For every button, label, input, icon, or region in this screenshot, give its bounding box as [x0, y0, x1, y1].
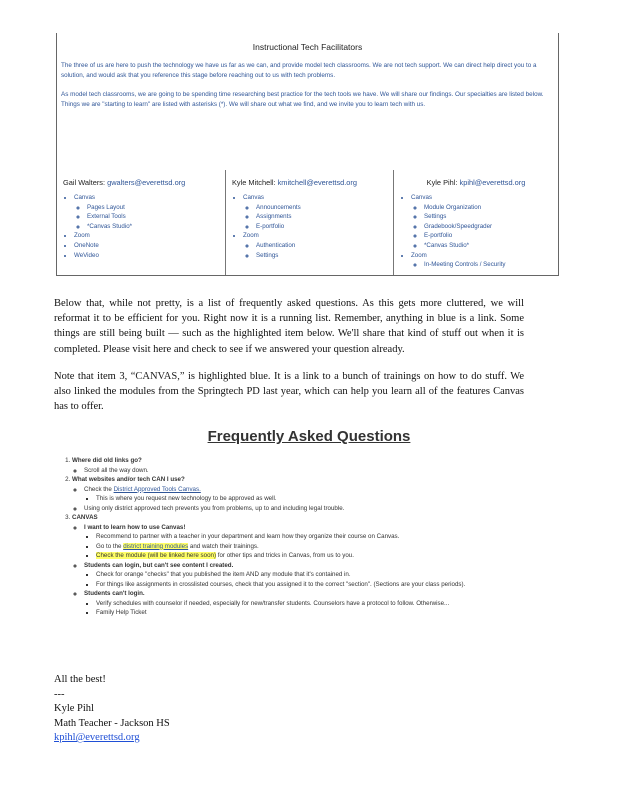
- faq-answer-detail: ▪ This is where you request new technology to be approved as well.: [96, 494, 558, 504]
- approved-tools-link[interactable]: District Approved Tools Canvas.: [113, 485, 201, 493]
- specialty-item: • Canvas ◦ Module Organization ◦ Settings ◦ Gradebook/Speedgrader ◦ E-portfolio ◦ *Canvas Studio*: [411, 193, 552, 251]
- faq-list: [58, 456, 558, 618]
- signature-closing: All the best!: [54, 674, 106, 685]
- specialty-subitem: ◦ External Tools: [87, 212, 219, 222]
- specialty-subitem: ◦ E-portfolio: [256, 222, 387, 232]
- faq-subtopic-heading: I want to learn how to use Canvas!: [84, 523, 186, 531]
- faq-answer-detail: ▪ Check for orange "checks" that you published the item AND any module that it's contained in.: [96, 570, 558, 580]
- family-help-ticket-item: ▪ Family Help Ticket: [96, 608, 558, 618]
- canvas-note-paragraph: [54, 369, 524, 415]
- faq-question: CANVAS: [72, 514, 98, 521]
- facilitator-columns: [57, 170, 558, 275]
- faq-subtopic-heading: Students can login, but can't see content I created.: [84, 561, 234, 569]
- training-modules-link[interactable]: district training modules: [123, 542, 189, 550]
- faq-title: Frequently Asked Questions: [207, 428, 411, 445]
- specialty-subitem: ◦ E-portfolio: [424, 231, 552, 241]
- faq-question: What websites and/or tech CAN I use?: [72, 476, 185, 483]
- note-text: Note that item 3,: [54, 371, 131, 382]
- specialty-item: • Zoom: [74, 231, 219, 241]
- facilitator-heading: [400, 178, 552, 187]
- signature-dash: ---: [54, 688, 65, 700]
- canvas-highlight-text: “CANVAS,”: [130, 371, 185, 382]
- faq-intro-paragraph: Below that, while not pretty, is a list of frequently asked questions. As this gets more cluttered, we will reformat it to be efficient for you. Right now it is a running list. Remember, anything in blue is a link. Some things are still being built — such as the highlighted item below. We'll share that kind of stuff out when it is completed. Please visit here and check to see if we answered your question already.: [54, 298, 524, 355]
- faq-answer-detail: ▪ Recommend to partner with a teacher in your department and learn how they organize their course on Canvas.: [96, 532, 558, 542]
- specialty-subitem: ◦ *Canvas Studio*: [424, 241, 552, 251]
- specialty-subitem: ◦ *Canvas Studio*: [87, 222, 219, 232]
- faq-item: [72, 456, 558, 475]
- faq-answer: ◦ Check the District Approved Tools Canvas. ▪ This is where you request new technology to be approved as well.: [84, 485, 558, 504]
- signature-role: Math Teacher - Jackson HS: [54, 717, 170, 729]
- specialty-subitem: ◦ Announcements: [256, 203, 387, 213]
- specialty-subitem: ◦ Pages Layout: [87, 203, 219, 213]
- faq-answer-detail: ▪ Go to the district training modules and watch their trainings.: [96, 542, 558, 552]
- highlighted-pending-item: Check the module (will be linked here soon): [96, 552, 217, 559]
- faq-subtopic: [84, 589, 558, 618]
- specialty-subitem: ◦ Settings: [424, 212, 552, 222]
- specialty-list: [63, 193, 219, 260]
- faq-answer-detail: ▪ For things like assignments in crosslisted courses, check that you assigned it to the correct "section". (Sections are your class periods).: [96, 580, 558, 590]
- facilitators-panel: [56, 33, 559, 276]
- facilitator-email-link[interactable]: gwalters@everettsd.org: [107, 178, 186, 187]
- facilitator-heading: [63, 178, 219, 187]
- signature-block: [54, 673, 170, 746]
- panel-intro-2: As model tech classrooms, we are going to be spending time researching best practice for the tech tools we have. We will share our findings. Our specialties are listed below. Things we are "starting to learn" are listed with asterisks (*). We will share out what we find, and we invite you to learn tech with us.: [61, 91, 544, 108]
- faq-subtopic: [84, 523, 558, 561]
- facilitator-name: Kyle Pihl:: [426, 178, 458, 187]
- specialty-item: • Canvas ◦ Pages Layout ◦ External Tools ◦ *Canvas Studio*: [74, 193, 219, 231]
- facilitator-heading: [232, 178, 387, 187]
- specialty-item: • OneNote: [74, 241, 219, 251]
- note-text: is highlighted blue. It is a link to a bunch of trainings on how to do stuff. We also linked the modules from the Springtech PD last year, which can help you learn all of the features Canvas has to offer.: [54, 371, 524, 413]
- specialty-item: • Zoom ◦ In-Meeting Controls / Security: [411, 251, 552, 270]
- facilitator-column-walters: [57, 170, 225, 275]
- specialty-subitem: ◦ In-Meeting Controls / Security: [424, 260, 552, 270]
- specialty-item: • WeVideo: [74, 251, 219, 261]
- faq-subtopic-heading: Students can't login.: [84, 590, 145, 597]
- faq-item: [72, 475, 558, 513]
- specialty-list: [400, 193, 552, 270]
- specialty-item: • Canvas ◦ Announcements ◦ Assignments ◦ E-portfolio: [243, 193, 387, 231]
- specialty-subitem: ◦ Module Organization: [424, 203, 552, 213]
- specialty-subitem: ◦ Settings: [256, 251, 387, 261]
- faq-answer: ◦ Scroll all the way down.: [84, 466, 558, 476]
- panel-intro-1: The three of us are here to push the technology we have us far as we can, and provide model tech classrooms. We are not tech support. We can direct help direct you to a solution, and would ask that you reference this stage before reaching out to us with tech problems.: [61, 62, 537, 79]
- signature-name: Kyle Pihl: [54, 703, 94, 714]
- faq-item: [72, 513, 558, 618]
- specialty-item: • Zoom ◦ Authentication ◦ Settings: [243, 231, 387, 260]
- specialty-subitem: ◦ Assignments: [256, 212, 387, 222]
- faq-subtopic: [84, 561, 558, 590]
- facilitator-name: Gail Walters:: [63, 178, 106, 187]
- facilitator-column-mitchell: [225, 170, 393, 275]
- facilitator-email-link[interactable]: kmitchell@everettsd.org: [277, 178, 357, 187]
- specialty-list: [232, 193, 387, 260]
- signature-email-link[interactable]: kpihl@everettsd.org: [54, 732, 140, 743]
- specialty-subitem: ◦ Authentication: [256, 241, 387, 251]
- faq-answer-detail: ▪ Check the module (will be linked here soon) for other tips and tricks in Canvas, from us to you.: [96, 551, 558, 561]
- faq-answer-detail: ▪ Verify schedules with counselor if needed, especially for new/transfer students. Counselors have a protocol to follow. Otherwise...: [96, 599, 558, 609]
- faq-question: Where did old links go?: [72, 457, 142, 464]
- specialty-subitem: ◦ Gradebook/Speedgrader: [424, 222, 552, 232]
- facilitator-column-pihl: [393, 170, 558, 275]
- faq-answer: ◦ Using only district approved tech prevents you from problems, up to and including legal trouble.: [84, 504, 558, 514]
- facilitator-name: Kyle Mitchell:: [232, 178, 276, 187]
- facilitator-email-link[interactable]: kpihl@everettsd.org: [459, 178, 526, 187]
- panel-title: Instructional Tech Facilitators: [252, 42, 363, 52]
